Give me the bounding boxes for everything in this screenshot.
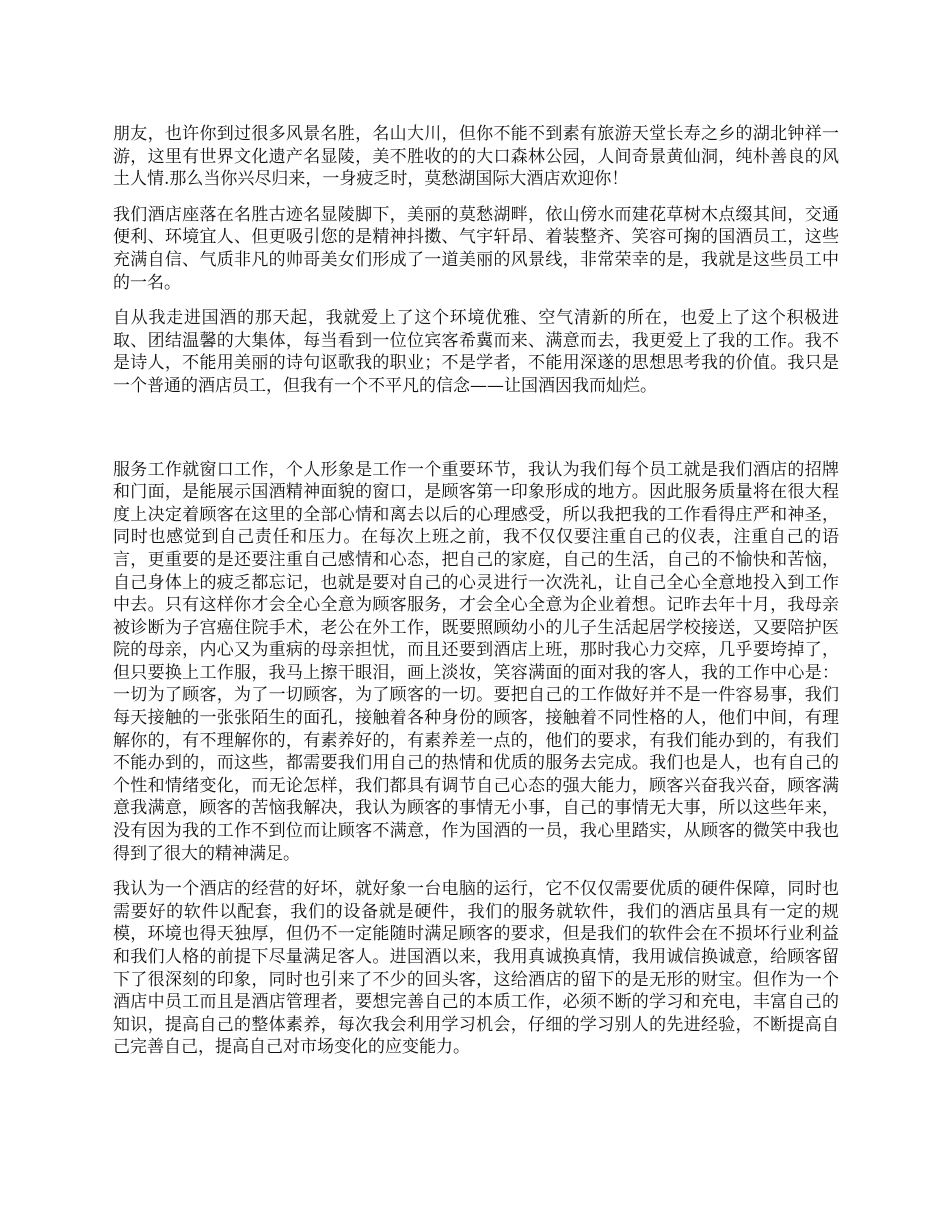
paragraph-service-window: 服务工作就窗口工作，个人形象是工作一个重要环节，我认为我们每个员工就是我们酒店的招牌和门面，是能展示国酒精神面貌的窗口，是顾客第一印象形成的地方。因此服务质量将在很大程度上决定着顾客在这里的全部心情和离去以后的心理感受，所以我把我的工作看得庄严和神圣，同时也感觉到自己责任和压力。在每次上班之前，我不仅仅要注重自己的仪表，注重自己的语言，更重要的是还要注重自己感情和心态，把自己的家庭，自己的生活，自己的不愉快和苦恼，自己身体上的疲乏都忘记，也就是要对自己的心灵进行一次洗礼，让自己全心全意地投入到工作中去。只有这样你才会全心全意为顾客服务，才会全心全意为企业着想。记昨去年十月，我母亲被诊断为子宫癌住院手术，老公在外工作，既要照顾幼小的儿子生活起居学校接送，又要陪护医院的母亲，内心又为重病的母亲担忧，而且还要到酒店上班，那时我心力交瘁，几乎要垮掉了，但只要换上工作服，我马上擦干眼泪，画上淡妆，笑容满面的面对我的客人，我的工作中心是：一切为了顾客，为了一切顾客，为了顾客的一切。要把自己的工作做好并不是一件容易事，我们每天接触的一张张陌生的面孔，接触着各种身份的顾客，接触着不同性格的人，他们中间，有理解你的，有不理解你的，有素养好的，有素养差一点的，他们的要求，有我们能办到的，有我们不能办到的，而这些，都需要我们用自己的热情和优质的服务去完成。我们也是人，也有自己的个性和情绪变化，而无论怎样，我们都具有调节自己心态的强大能力，顾客兴奋我兴奋，顾客满意我满意，顾客的苦恼我解决，我认为顾客的事情无小事，自己的事情无大事，所以这些年来，没有因为我的工作不到位而让顾客不满意，作为国酒的一员，我心里踏实，从顾客的微笑中我也得到了很大的精神满足。 [113,459,839,864]
paragraph-hotel-management: 我认为一个酒店的经营的好坏，就好象一台电脑的运行，它不仅仅需要优质的硬件保障，同时也需要好的软件以配套，我们的设备就是硬件，我们的服务就软件，我们的酒店虽具有一定的规模，环境也得天独厚，但仍不一定能随时满足顾客的要求，但是我们的软件会在不损坏行业利益和我们人格的前提下尽量满足客人。进国酒以来，我用真诚换真情，我用诚信换诚意，给顾客留下了很深刻的印象，同时也引来了不少的回头客，这给酒店的留下的是无形的财宝。但作为一个酒店中员工而且是酒店管理者，要想完善自己的本质工作，必须不断的学习和充电，丰富自己的知识，提高自己的整体素养，每次我会利用学习机会，仔细的学习别人的先进经验，不断提高自己完善自己，提高自己对市场变化的应变能力。 [113,879,839,1058]
paragraph-hotel-location: 我们酒店座落在名胜古迹名显陵脚下，美丽的莫愁湖畔，依山傍水而建花草树木点缀其间，交通便利、环境宜人、但更吸引您的是精神抖擞、气宇轩昂、着装整齐、笑容可掬的国酒员工，这些充满自信、气质非凡的帅哥美女们形成了一道美丽的风景线，非常荣幸的是，我就是这些员工中的一名。 [113,204,839,293]
document-body [113,123,839,1072]
paragraph-intro: 朋友，也许你到过很多风景名胜，名山大川，但你不能不到素有旅游天堂长寿之乡的湖北钟祥一游，这里有世界文化遗产名显陵，美不胜收的的大口森林公园，人间奇景黄仙洞，纯朴善良的风土人情.那么当你兴尽归来，一身疲乏时，莫愁湖国际大酒店欢迎你！ [113,124,839,190]
paragraph-love-of-work: 自从我走进国酒的那天起，我就爱上了这个环境优雅、空气清新的所在，也爱上了这个积极进取、团结温馨的大集体，每当看到一位位宾客希冀而来、满意而去，我更爱上了我的工作。我不是诗人，不能用美丽的诗句讴歌我的职业；不是学者，不能用深遂的思想思考我的价值。我只是一个普通的酒店员工，但我有一个不平凡的信念——让国酒因我而灿烂。 [113,308,839,396]
section-gap [113,411,839,459]
